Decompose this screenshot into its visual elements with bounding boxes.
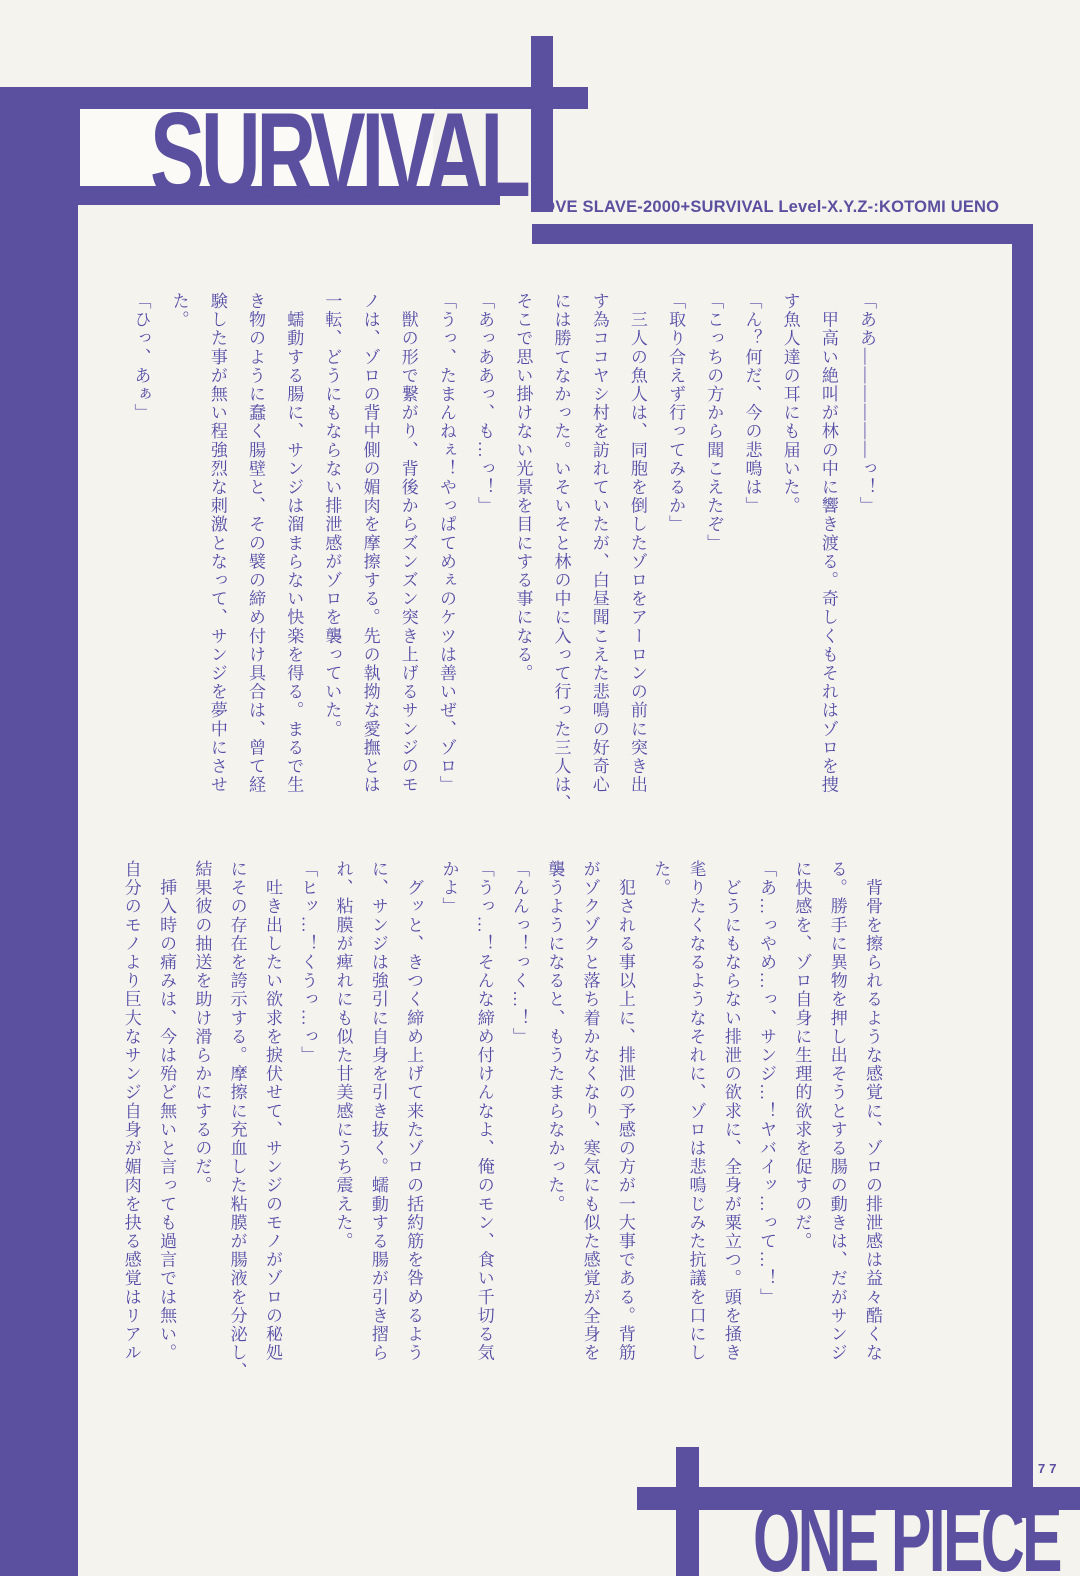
text-column: た。 <box>169 292 189 330</box>
text-column: 三人の魚人は、同胞を倒したゾロをアーロンの前に突き出 <box>627 292 647 795</box>
story-block-bottom <box>113 860 890 1388</box>
text-column: 「んんっ！っく…！」 <box>510 860 530 1046</box>
text-column: 「うっ、たまんねぇ！やっぱてめぇのケツは善いぜ、ゾロ」 <box>436 292 456 795</box>
text-column: グッと、きつく締め上げて来たゾロの括約筋を咎めるよう <box>404 860 424 1363</box>
text-column: どうにもならない排泄の欲求に、全身が粟立つ。頭を掻き <box>721 860 741 1363</box>
text-column: す為ココヤシ村を訪れていたが、白昼聞こえた悲鳴の好奇心 <box>589 292 609 795</box>
text-column: がゾクゾクと落ち着かなくなり、寒気にも似た感覚が全身を <box>580 860 600 1363</box>
text-column: 結果彼の抽送を助け滑らかにするのだ。 <box>192 860 212 1195</box>
text-column: に、サンジは強引に自身を引き抜く。蠕動する腸が引き摺ら <box>368 860 388 1363</box>
text-column: 甲高い絶叫が林の中に響き渡る。奇しくもそれはゾロを捜 <box>818 292 838 795</box>
text-column: 「取り合えず行ってみるか」 <box>666 292 686 534</box>
text-column: 自分のモノより巨大なサンジ自身が媚肉を抉る感覚はリアル <box>121 860 141 1363</box>
text-column: に快感を、ゾロ自身に生理的欲求を促すのだ。 <box>792 860 812 1251</box>
text-column: 吐き出したい欲求を捩伏せて、サンジのモノがゾロの秘処 <box>262 860 282 1363</box>
left-border-bar <box>0 87 78 1576</box>
text-column: 背骨を擦られるような感覚に、ゾロの排泄感は益々酷くな <box>863 860 882 1363</box>
text-column: 験した事が無い程強烈な刺激となって、サンジを夢中にさせ <box>207 292 227 795</box>
text-column: 一転、どうにもならない排泄感がゾロを襲っていた。 <box>322 292 342 739</box>
text-column: そこで思い掛けない光景を目にする事になる。 <box>513 292 533 683</box>
right-border-bar <box>1012 224 1033 1518</box>
page-title: SURVIVAL <box>150 88 527 222</box>
text-column: 「あ…っやめ…っ、サンジ…！ヤバイッ…って…！」 <box>757 860 777 1307</box>
text-column: 毟りたくなるようなそれに、ゾロは悲鳴じみた抗議を口にし <box>686 860 706 1363</box>
text-column: 「あっああっ、も…っ！」 <box>475 292 495 516</box>
text-column: 「こっちの方から聞こえたぞ」 <box>704 292 724 553</box>
text-column: 犯される事以上に、排泄の予感の方が一大事である。背筋 <box>615 860 635 1363</box>
text-column: 「ひっ、あぁ」 <box>131 292 151 423</box>
text-column: 挿入時の痛みは、今は殆ど無いと言っても過言では無い。 <box>157 860 177 1363</box>
text-column: き物のように蠢く腸壁と、その襞の締め付け具合は、曾て経 <box>246 292 265 795</box>
story-block-top <box>121 292 885 819</box>
text-column: にその存在を誇示する。摩擦に充血した粘膜が腸液を分泌し、 <box>227 860 247 1381</box>
text-column: 蠕動する腸に、サンジは溜まらない快楽を得る。まるで生 <box>284 292 304 795</box>
text-column: 「うっ…！そんな締め付けんなよ、俺のモン、食い千切る気 <box>474 860 494 1363</box>
text-column: れ、粘膜が痺れにも似た甘美感にうち震えた。 <box>333 860 353 1251</box>
text-column: た。 <box>651 860 671 898</box>
text-column: 獣の形で繋がり、背後からズンズン突き上げるサンジのモ <box>398 292 418 795</box>
text-column: には勝てなかった。いそいそと林の中に入って行った三人は、 <box>551 292 571 813</box>
text-column: す魚人達の耳にも届いた。 <box>780 292 800 516</box>
page-number: 77 <box>1038 1461 1061 1476</box>
text-column: 「ああ――――――っ！」 <box>857 292 876 516</box>
text-column: かよ」 <box>439 860 459 916</box>
text-column: 「ヒッ…！くうっ…っ」 <box>298 860 318 1065</box>
text-column: 襲うようになると、もうたまらなかった。 <box>545 860 565 1214</box>
subtitle: LOVE SLAVE-2000+SURVIVAL Level-X.Y.Z-:KOTOMI UENO <box>532 198 1000 216</box>
text-column: 「ん？何だ、今の悲鳴は」 <box>742 292 762 516</box>
top-cross-icon <box>531 36 553 212</box>
bottom-cross-icon <box>676 1447 699 1576</box>
text-column: ノは、ゾロの背中側の媚肉を摩擦する。先の執拗な愛撫とは <box>360 292 380 795</box>
subtitle-underline-bar <box>532 224 1033 244</box>
text-column: る。勝手に異物を押し出そうとする腸の動きは、だがサンジ <box>827 860 847 1363</box>
footer-logo: ONE PIECE <box>753 1484 1060 1576</box>
